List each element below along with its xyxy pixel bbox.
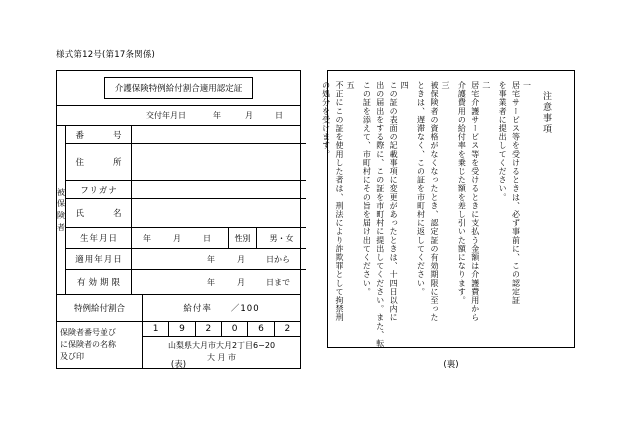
insurer-number-digit[interactable]: 9 xyxy=(169,322,195,336)
insurer-number-digit[interactable]: 6 xyxy=(248,322,274,336)
note-line: この証の表面の記載事項に変更があったときは、十四日以内に xyxy=(389,81,399,322)
note-lines xyxy=(318,81,345,339)
note-line: この証を添えて、市町村にその旨を届け出てください。 xyxy=(362,81,372,296)
insured-block xyxy=(57,126,300,295)
vlabel-3: 者 xyxy=(57,222,65,232)
notes-heading: 注意事項 xyxy=(541,91,551,135)
note-line: 出の届出をする際に、この証を市町村に提出してください。また、転 xyxy=(375,81,385,348)
certificate-title: 介護保険特例給付割合適用認定証 xyxy=(104,77,254,99)
issue-date-label: 交付年月日 xyxy=(146,111,186,120)
birth-year-unit: 年 xyxy=(143,233,151,243)
benefit-ratio-label: 特例給付割合 xyxy=(57,295,143,321)
certificate-front-table xyxy=(56,70,301,369)
form-number: 様式第12号(第17条関係) xyxy=(56,50,156,60)
vlabel-0: 被 xyxy=(57,187,65,197)
note-lines xyxy=(454,81,481,339)
note-line: 居宅介護サービス等を受けるときに支払う金額は介護費用から xyxy=(470,81,480,322)
issue-date-group xyxy=(57,106,300,125)
note-number: 三 xyxy=(440,81,450,90)
birth-date-fields[interactable] xyxy=(132,228,228,248)
apply-day-unit: 日から xyxy=(266,254,290,264)
name-value[interactable] xyxy=(132,199,306,227)
note-line: ときは、遅滞なく、この証を市町村に返してください。 xyxy=(416,81,426,296)
sex-value[interactable]: 男・女 xyxy=(256,228,306,248)
apply-date-fields[interactable] xyxy=(132,249,306,269)
insured-vertical-label xyxy=(57,126,66,294)
furigana-label: フリガナ xyxy=(66,181,132,198)
vlabel-1: 保 xyxy=(57,199,65,209)
expiry-row xyxy=(66,270,306,294)
birth-day-unit: 日 xyxy=(203,233,211,243)
expiry-label: 有効期限 xyxy=(66,270,132,294)
note-item xyxy=(454,81,492,339)
issue-day-unit: 日 xyxy=(275,111,283,120)
note-item xyxy=(318,81,356,339)
issue-date-row xyxy=(57,106,300,126)
note-line: の処分を受けます。 xyxy=(321,81,331,159)
name-row xyxy=(66,199,306,228)
certificate-back-notes xyxy=(321,70,575,348)
note-lines xyxy=(495,81,522,339)
expiry-day-unit: 日まで xyxy=(266,277,290,287)
insurer-number-digit[interactable]: 0 xyxy=(222,322,248,336)
expiry-month-unit: 月 xyxy=(237,277,245,287)
note-line: を事業者に提出してください。 xyxy=(498,81,508,202)
insurer-label-line1: 保険者番号並び xyxy=(60,328,116,337)
issue-year-unit: 年 xyxy=(213,111,221,120)
note-item xyxy=(495,81,533,339)
insurer-label-line3: 及び印 xyxy=(60,352,84,361)
benefit-ratio-value[interactable]: 給付率 ／100 xyxy=(183,304,260,314)
insurer-label-line2: に保険者の名称 xyxy=(60,340,116,349)
number-label: 番 号 xyxy=(66,126,132,143)
title-box xyxy=(57,71,300,105)
furigana-value[interactable] xyxy=(132,181,306,198)
expiry-date-fields[interactable] xyxy=(132,270,306,294)
note-item xyxy=(413,81,451,339)
address-value[interactable] xyxy=(132,144,306,180)
name-label: 氏 名 xyxy=(66,199,132,227)
note-number: 二 xyxy=(481,81,491,90)
apply-date-label: 適用年月日 xyxy=(66,249,132,269)
number-row xyxy=(66,126,306,144)
birth-row xyxy=(66,228,306,249)
insurer-number-digit[interactable]: 2 xyxy=(284,324,291,334)
note-lines xyxy=(359,81,399,348)
insurer-city: 大 月 市 xyxy=(206,353,237,362)
sex-label: 性別 xyxy=(228,228,256,248)
address-row xyxy=(66,144,306,181)
note-line: 介護費用の給付率を乗じた額を差し引いた額になります。 xyxy=(457,81,467,305)
apply-date-row xyxy=(66,249,306,270)
expiry-year-unit: 年 xyxy=(207,277,215,287)
note-item xyxy=(359,81,410,348)
note-number: 一 xyxy=(522,81,532,90)
insurer-address: 山梨県大月市大月2丁目6−20 xyxy=(167,341,276,350)
note-line: 不正にこの証を使用した者は、刑法により詐欺罪として拘禁刑 xyxy=(334,81,344,322)
note-number: 五 xyxy=(345,81,355,90)
note-lines xyxy=(413,81,440,339)
furigana-row xyxy=(66,181,306,199)
address-label: 住 所 xyxy=(66,144,132,180)
note-number: 四 xyxy=(400,81,410,90)
apply-year-unit: 年 xyxy=(207,254,215,264)
front-caption: (表) xyxy=(170,360,187,370)
birth-label: 生年月日 xyxy=(66,228,132,248)
vlabel-2: 険 xyxy=(57,211,65,220)
insured-fields xyxy=(66,126,306,294)
note-line: 居宅サービス等を受けるときは、必ず事前に、この認定証 xyxy=(511,81,521,305)
benefit-ratio-row xyxy=(57,295,300,322)
title-row xyxy=(57,71,300,106)
back-caption: (裏) xyxy=(443,360,459,370)
birth-month-unit: 月 xyxy=(173,233,181,243)
note-line: 被保険者の資格がなくなったとき、認定証の有効期限に至った xyxy=(429,81,439,322)
insurer-number-digit[interactable]: 1 xyxy=(143,322,169,336)
issue-month-unit: 月 xyxy=(245,111,253,120)
insurer-number-grid xyxy=(143,322,300,337)
insurer-number-digit[interactable]: 2 xyxy=(196,322,222,336)
number-value[interactable] xyxy=(132,126,306,143)
apply-month-unit: 月 xyxy=(237,254,245,264)
